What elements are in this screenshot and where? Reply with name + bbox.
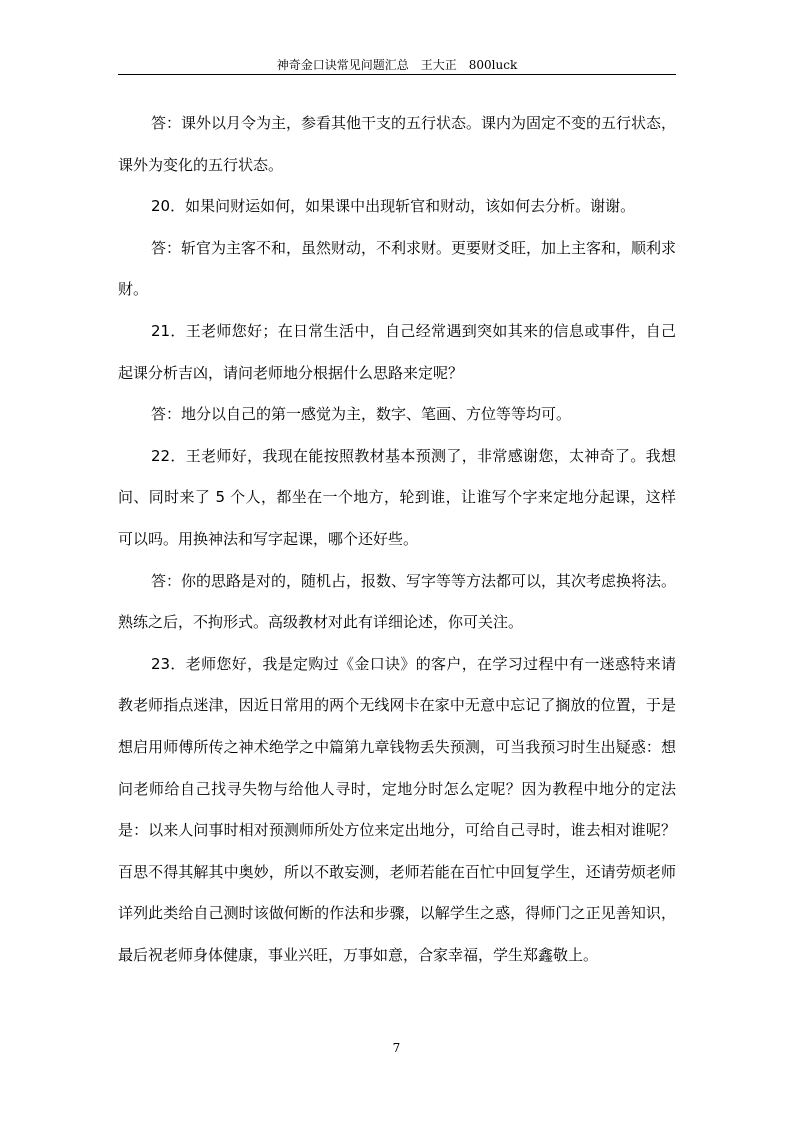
paragraph-question-20: 20．如果问财运如何，如果课中出现斩官和财动，该如何去分析。谢谢。 — [151, 197, 636, 216]
paragraph-question-23: 23．老师您好，我是定购过《金口诀》的客户，在学习过程中有一迷惑特来请教老师指点迷津，因近日常用的两个无线网卡在家中无意中忘记了搁放的位置，于是想启用师傅所传之神术绝学之中篇第九章钱物丢失预测，可当我预习时生出疑惑：想问老师给自己找寻失物与给他人寻时，定地分时怎么定呢？因为教程中地分的定法是：以来人问事时相对预测师所处方位来定出地分，可给自己寻时，谁去相对谁呢？百思不得其解其中奥妙，所以不敢妄测，老师若能在百忙中回复学生，还请劳烦老师详列此类给自己测时该做何断的作法和步骤，以解学生之惑，得师门之正见善知识，最后祝老师身体健康，事业兴旺，万事如意，合家幸福，学生郑鑫敬上。 — [118, 654, 676, 964]
body-text — [118, 103, 676, 976]
header-author: 王大正 — [420, 58, 457, 72]
running-header — [118, 58, 676, 72]
page-number: 7 — [392, 1041, 401, 1055]
paragraph-question-22: 22．王老师好，我现在能按照教材基本预测了，非常感谢您，太神奇了。我想问、同时来了 5 个人，都坐在一个地方，轮到谁，让谁写个字来定地分起课，这样可以吗。用换神法和写字起课，哪个还好些。 — [118, 446, 676, 548]
paragraph-answer-19: 答：课外以月令为主，参看其他干支的五行状态。课内为固定不变的五行状态，课外为变化的五行状态。 — [118, 114, 677, 174]
header-site: 800luck — [468, 58, 518, 72]
paragraph-answer-21: 答：地分以自己的第一感觉为主，数字、笔画、方位等等均可。 — [151, 405, 572, 424]
paragraph-question-21: 21．王老师您好；在日常生活中，自己经常遇到突如其来的信息或事件，自己起课分析吉凶，请问老师地分根据什么思路来定呢？ — [118, 321, 676, 382]
header-title: 神奇金口诀常见问题汇总 — [276, 58, 409, 72]
header-divider — [118, 74, 676, 75]
paragraph-answer-20: 答：斩官为主客不和，虽然财动，不利求财。更要财爻旺，加上主客和，顺利求财。 — [118, 238, 677, 299]
paragraph-answer-22: 答：你的思路是对的，随机占，报数、写字等等方法都可以，其次考虑换将法。熟练之后，不拘形式。高级教材对此有详细论述，你可关注。 — [118, 571, 677, 632]
